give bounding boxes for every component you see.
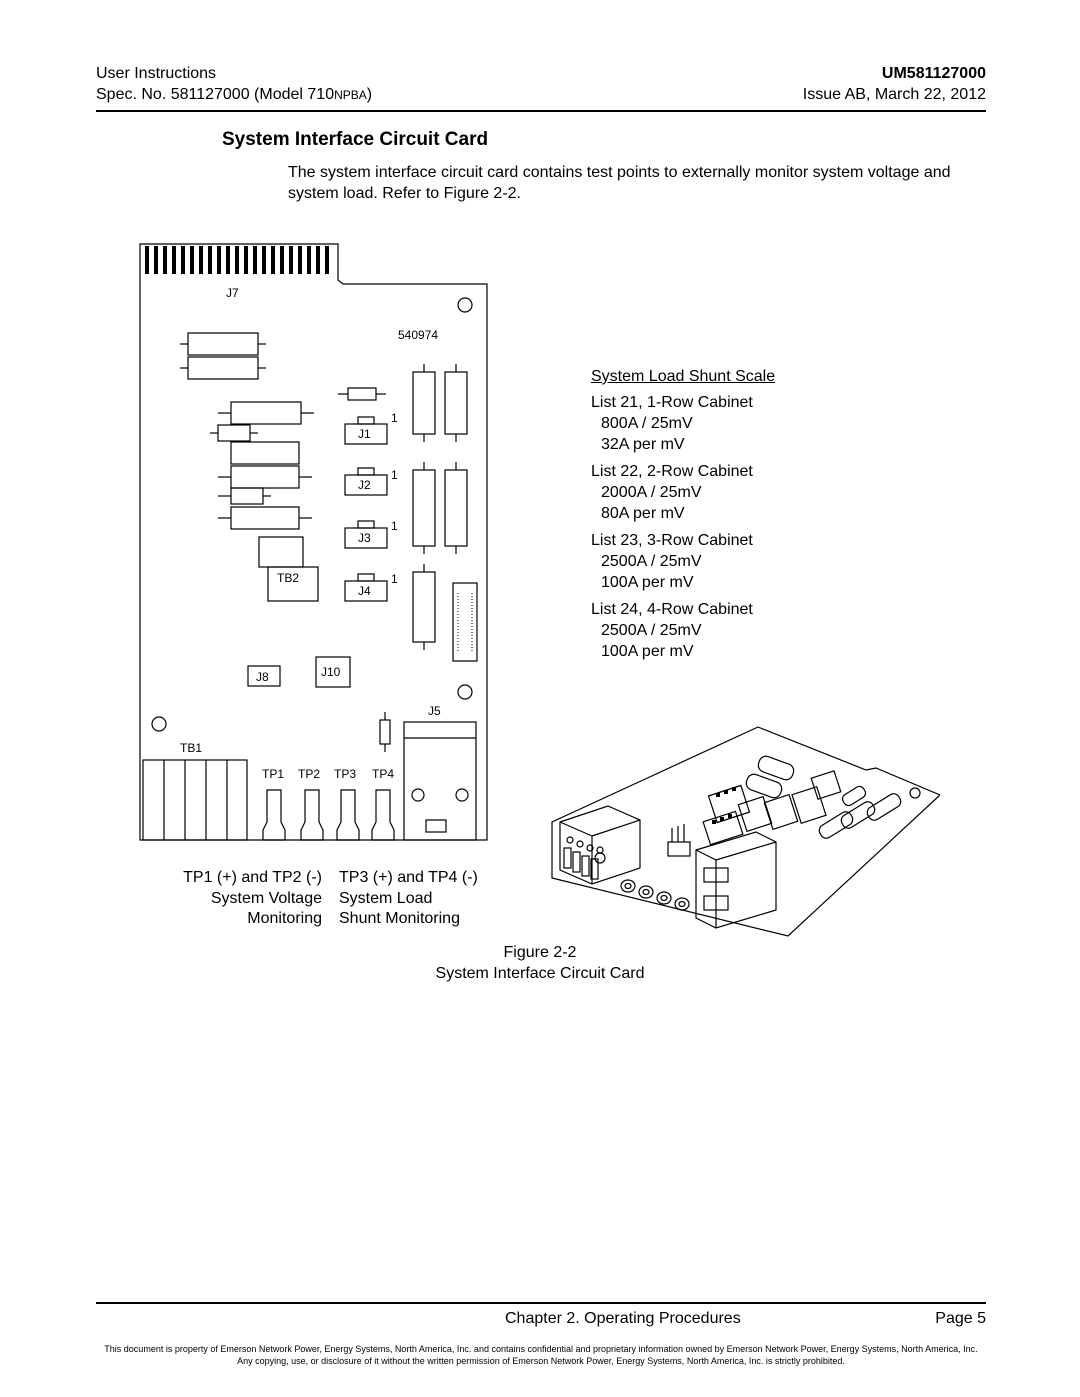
mounting-hole <box>152 717 166 731</box>
resistor <box>231 402 301 424</box>
mounting-hole <box>458 298 472 312</box>
resistor <box>445 372 467 434</box>
tp-load-description <box>339 868 478 930</box>
shunt-entry-list22 <box>591 461 753 524</box>
tp-voltage-pins: TP1 (+) and TP2 (-) <box>183 869 322 886</box>
section-paragraph: The system interface circuit card contains test points to externally monitor system voltage and system load. Refer to Figure 2-2. <box>288 164 951 202</box>
terminal-block-tb1 <box>143 760 247 840</box>
resistor <box>218 425 250 441</box>
edge-connector-j7 <box>147 246 327 274</box>
section-title: System Interface Circuit Card <box>222 129 489 150</box>
label-j3: J3 <box>358 531 371 545</box>
tp-load-function: System Load <box>339 889 433 907</box>
figure-number: Figure 2-2 <box>503 944 577 961</box>
figure-caption <box>0 942 1080 984</box>
footer-chapter: Chapter 2. Operating Procedures <box>505 1310 741 1327</box>
tp-voltage-function: System Voltage <box>210 889 322 907</box>
board-outline <box>552 727 940 936</box>
header-model: NPBA <box>334 88 367 102</box>
footer-confidentiality-notice: This document is property of Emerson Network Power, Energy Systems, North America, Inc. and contains confidential and proprietary information owned by Emerson Network Power, Energy Systems, North America, Inc. Any copying, use, or disclosure of it without the written permission of Emerson Network Power, Energy Systems, North America, Inc. is strictly prohibited. <box>104 1344 978 1366</box>
shunt-scale: 32A per mV <box>601 436 685 453</box>
label-tp3: TP3 <box>334 767 357 781</box>
header-rule <box>96 110 986 112</box>
shunt-list-name: List 24, 4-Row Cabinet <box>591 601 753 618</box>
label-j3-pin: 1 <box>391 519 398 533</box>
label-j4-pin: 1 <box>391 572 398 586</box>
resistor <box>348 388 376 400</box>
tp-voltage-description <box>183 868 322 930</box>
shunt-scale: 100A per mV <box>601 574 694 591</box>
test-point-tp3 <box>337 790 359 840</box>
resistor <box>188 333 258 355</box>
label-j2: J2 <box>358 478 371 492</box>
label-j8: J8 <box>256 670 269 684</box>
resistor <box>231 488 263 504</box>
label-tb2: TB2 <box>277 571 300 585</box>
resistor <box>413 372 435 434</box>
rj-connector <box>696 832 776 928</box>
shunt-list-name: List 22, 2-Row Cabinet <box>591 463 753 480</box>
terminal-block <box>560 806 640 884</box>
test-point-tp2 <box>301 790 323 840</box>
shunt-rating: 2000A / 25mV <box>601 484 702 501</box>
label-tp2: TP2 <box>298 767 321 781</box>
shunt-scale-heading: System Load Shunt Scale <box>591 368 776 385</box>
shunt-list-name: List 23, 3-Row Cabinet <box>591 532 753 549</box>
mounting-hole <box>458 685 472 699</box>
resistor <box>231 507 299 529</box>
header-doc-type: User Instructions <box>96 65 217 82</box>
shunt-rating: 2500A / 25mV <box>601 622 702 639</box>
circuit-card-diagram <box>130 238 510 850</box>
tp-voltage-purpose: Monitoring <box>247 910 322 927</box>
label-j4: J4 <box>358 584 371 598</box>
ribbon-connector <box>453 583 477 661</box>
shunt-rating: 2500A / 25mV <box>601 553 702 570</box>
shunt-entry-list23 <box>591 530 753 593</box>
label-j1: J1 <box>358 427 371 441</box>
tp-load-purpose: Shunt Monitoring <box>339 910 460 927</box>
header-spec-prefix: Spec. No. 581127000 (Model 710 <box>96 86 335 103</box>
label-j7: J7 <box>226 286 239 300</box>
shunt-scale: 80A per mV <box>601 505 685 522</box>
shunt-list-name: List 21, 1-Row Cabinet <box>591 394 753 411</box>
label-tb1: TB1 <box>180 741 203 755</box>
header-spec-number <box>96 85 372 105</box>
connector-j5 <box>404 722 476 840</box>
shunt-rating: 800A / 25mV <box>601 415 693 432</box>
resistor <box>231 442 299 464</box>
figure-title: System Interface Circuit Card <box>435 965 645 982</box>
resistor <box>413 572 435 642</box>
label-part-number: 540974 <box>398 328 439 342</box>
footer-rule <box>96 1302 986 1304</box>
label-j1-pin: 1 <box>391 411 398 425</box>
resistor <box>413 470 435 546</box>
test-point-tp1 <box>263 790 285 840</box>
circuit-card-illustration <box>548 722 940 942</box>
shunt-entry-list21 <box>591 392 753 455</box>
shunt-entry-list24 <box>591 599 753 662</box>
label-j10: J10 <box>321 665 341 679</box>
header-document-number: UM581127000 <box>881 65 986 82</box>
tp-load-pins: TP3 (+) and TP4 (-) <box>339 869 478 886</box>
header-spec-suffix: ) <box>366 86 373 103</box>
resistor <box>231 466 299 488</box>
label-j2-pin: 1 <box>391 468 398 482</box>
shunt-scale: 100A per mV <box>601 643 694 660</box>
footer-page-number: Page 5 <box>935 1310 986 1327</box>
label-tp4: TP4 <box>372 767 395 781</box>
test-point-tp4 <box>372 790 394 840</box>
label-tp1: TP1 <box>262 767 285 781</box>
terminal-block-tb2 <box>259 537 303 567</box>
header-issue-date: Issue AB, March 22, 2012 <box>802 86 986 103</box>
resistor <box>188 357 258 379</box>
label-j5: J5 <box>428 704 441 718</box>
resistor <box>380 720 390 744</box>
resistor <box>445 470 467 546</box>
